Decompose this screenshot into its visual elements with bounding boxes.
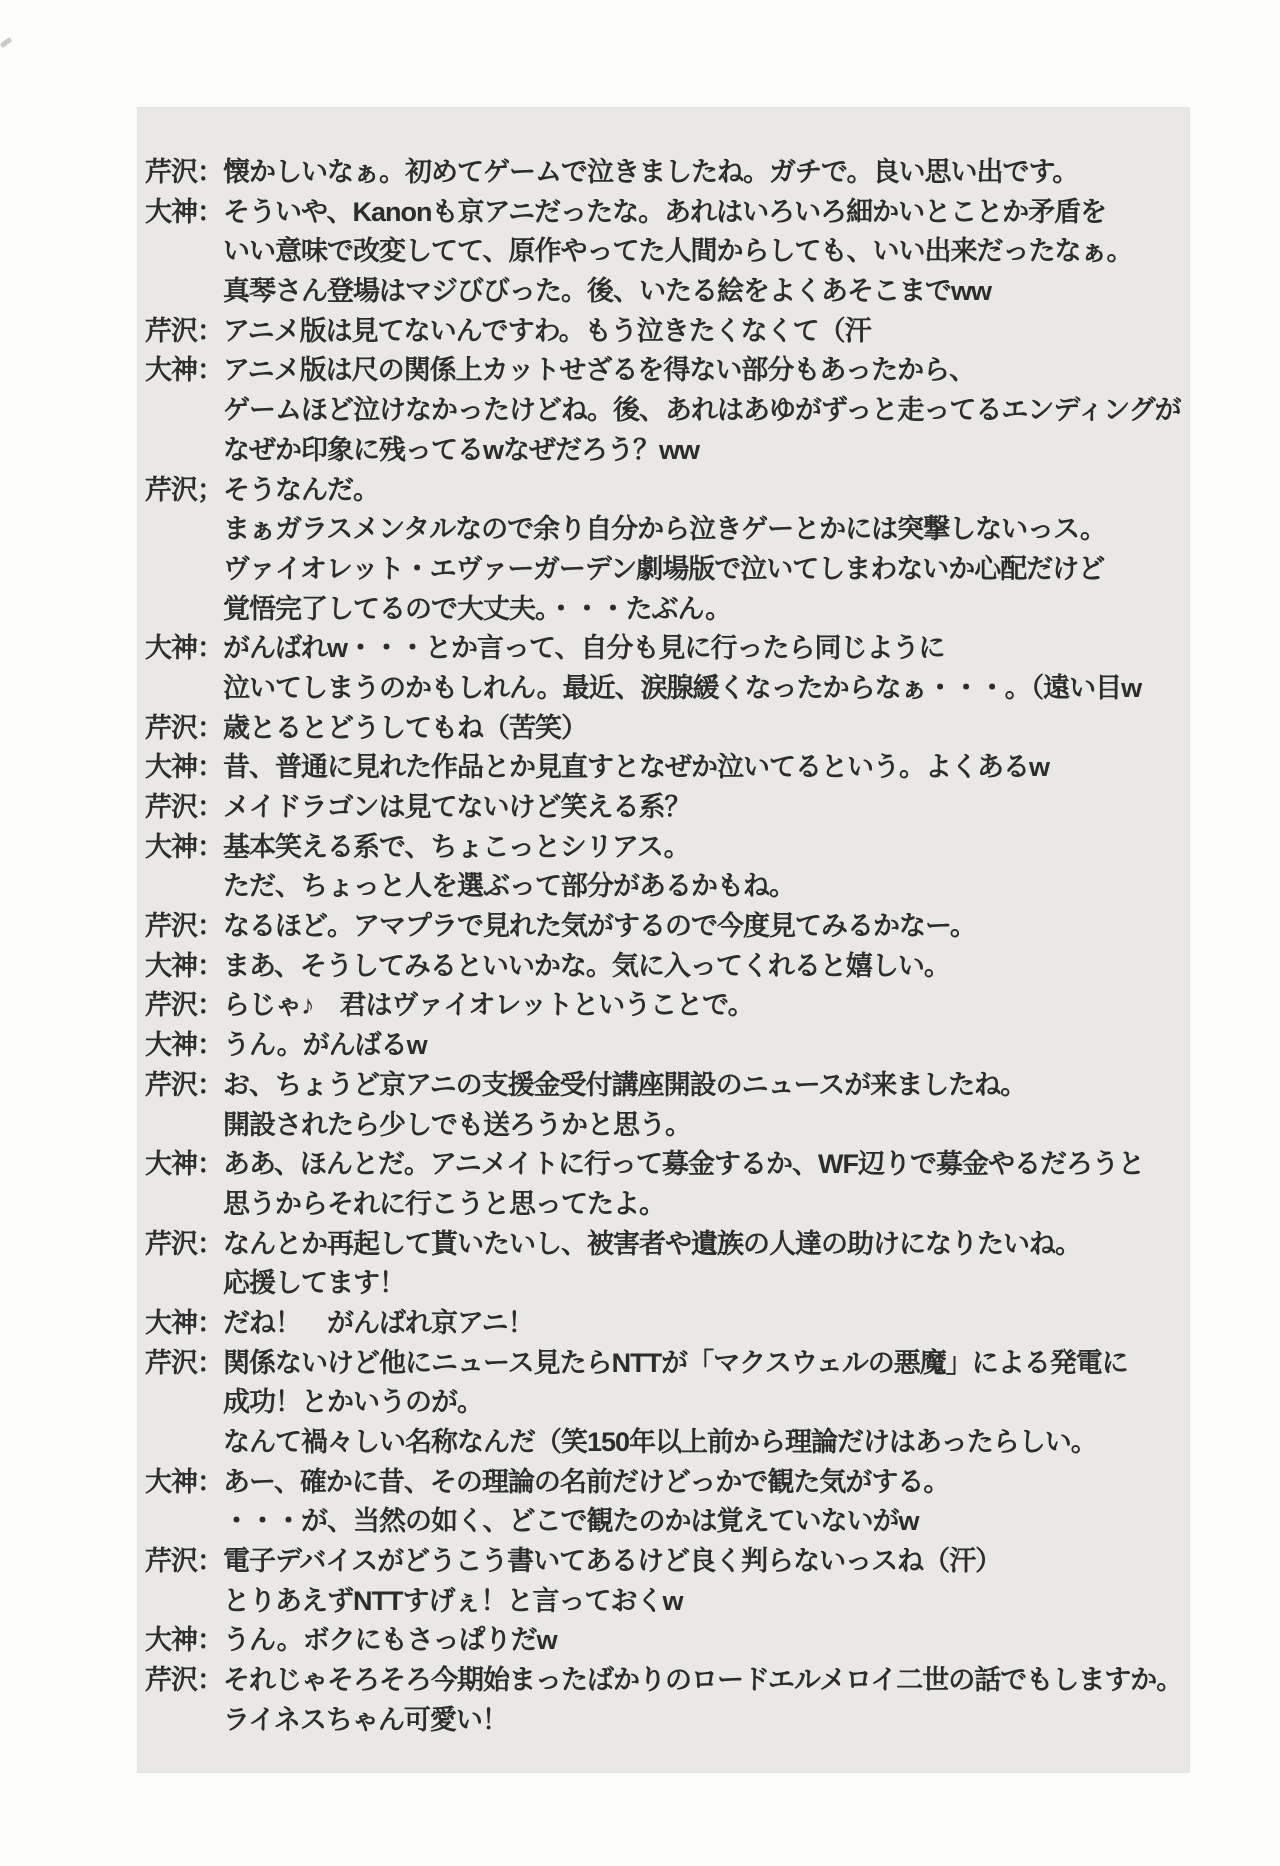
dialogue-line xyxy=(145,1145,1190,1185)
dialogue-text: がんばれw・・・とか言って、自分も見に行ったら同じように xyxy=(223,633,945,664)
dialogue-text: 歳とるとどうしてもね（苦笑） xyxy=(223,712,587,743)
dialogue-line xyxy=(145,907,1190,947)
dialogue-line xyxy=(145,1582,1190,1622)
dialogue-line xyxy=(145,947,1190,987)
speaker-label: 芹沢： xyxy=(145,315,223,346)
dialogue-text: なぜか印象に残ってるwなぜだろう？ww xyxy=(223,434,700,465)
dialogue-line xyxy=(145,1463,1190,1503)
dialogue-line xyxy=(145,669,1190,709)
dialogue-line xyxy=(145,351,1190,391)
dialogue-line xyxy=(145,1621,1190,1661)
dialogue-text: アニメ版は見てないんですわ。もう泣きたくなくて（汗 xyxy=(223,315,871,346)
dialogue-text: まぁガラスメンタルなので余り自分から泣きゲーとかには突撃しないっス。 xyxy=(223,514,1106,545)
speaker-label: 芹沢： xyxy=(145,157,223,187)
speaker-label: 芹沢： xyxy=(145,712,223,743)
dialogue-text: なんとか再起して貰いたいし、被害者や遺族の人達の助けになりたいね。 xyxy=(223,1228,1081,1259)
dialogue-line xyxy=(145,629,1190,669)
dialogue-text: それじゃそろそろ今期始まったばかりのロードエルメロイ二世の話でもしますか。 xyxy=(223,1665,1183,1696)
speaker-label: 大神： xyxy=(145,355,223,386)
dialogue-text: そうなんだ。 xyxy=(223,474,379,505)
speaker-label: 芹沢： xyxy=(145,1347,223,1378)
speaker-label: 芹沢： xyxy=(145,911,223,942)
dialogue-text: ただ、ちょっと人を選ぶって部分があるかもね。 xyxy=(223,871,795,902)
speaker-label: 芹沢： xyxy=(145,1665,223,1696)
dialogue-text: まあ、そうしてみるといいかな。気に入ってくれると嬉しい。 xyxy=(223,950,950,981)
dialogue-text: うん。ボクにもさっぱりだw xyxy=(223,1625,557,1656)
dialogue-line xyxy=(145,1066,1190,1106)
dialogue-line xyxy=(145,1542,1190,1582)
dialogue-text: 基本笑える系で、ちょこっとシリアス。 xyxy=(223,831,690,862)
dialogue-line xyxy=(145,391,1190,431)
dialogue-text: ライネスちゃん可愛い！ xyxy=(223,1704,508,1735)
dialogue-line xyxy=(145,1264,1190,1304)
dialogue-line xyxy=(145,1185,1190,1225)
dialogue-line xyxy=(145,550,1190,590)
dialogue-text: なるほど。アマプラで見れた気がするので今度見てみるかなー。 xyxy=(223,911,976,942)
dialogue-text: だね！ がんばれ京アニ！ xyxy=(223,1307,534,1338)
dialogue-line xyxy=(145,153,1190,193)
speaker-label: 大神： xyxy=(145,1149,223,1180)
dialogue-line xyxy=(145,867,1190,907)
dialogue-text: 懐かしいなぁ。初めてゲームで泣きましたね。ガチで。良い思い出です。 xyxy=(223,157,1079,187)
speaker-label: 芹沢： xyxy=(145,1546,223,1577)
speaker-label: 芹沢； xyxy=(145,474,223,505)
dialogue-text: いい意味で改変してて、原作やってた人間からしても、いい出来だったなぁ。 xyxy=(223,236,1133,267)
dialogue-text: 開設されたら少しでも送ろうかと思う。 xyxy=(223,1109,691,1140)
dialogue-text: 真琴さん登場はマジびびった。後、いたる絵をよくあそこまでww xyxy=(223,276,992,307)
dialogue-text: うん。がんばるw xyxy=(223,1030,427,1061)
dialogue-line xyxy=(145,1423,1190,1463)
speaker-label: 大神： xyxy=(145,633,223,664)
dialogue-line xyxy=(145,272,1190,312)
dialogue-text: 電子デバイスがどうこう書いてあるけど良く判らないっスね（汗） xyxy=(223,1546,1002,1577)
dialogue-line xyxy=(145,1661,1190,1701)
dialogue-text: 応援してます！ xyxy=(223,1268,405,1299)
dialogue-line xyxy=(145,1304,1190,1344)
dialogue-line xyxy=(145,1225,1190,1265)
dialogue-text: 泣いてしまうのかもしれん。最近、涙腺緩くなったからなぁ・・・。（遠い目w xyxy=(223,672,1142,703)
dialogue-text: とりあえずNTTすげぇ！と言っておくw xyxy=(223,1585,683,1616)
speaker-label: 大神： xyxy=(145,752,223,783)
dialogue-line xyxy=(145,1383,1190,1423)
dialogue-text: お、ちょうど京アニの支援金受付講座開設のニュースが来ましたね。 xyxy=(223,1069,1027,1100)
dialogue-line xyxy=(145,1701,1190,1741)
dialogue-text: らじゃ♪ 君はヴァイオレットということで。 xyxy=(223,990,754,1021)
dialogue-text: あー、確かに昔、その理論の名前だけどっかで観た気がする。 xyxy=(223,1466,950,1497)
dialogue-line xyxy=(145,1106,1190,1146)
dialogue-line xyxy=(145,312,1190,352)
dialogue-text: 昔、普通に見れた作品とか見直すとなぜか泣いてるという。よくあるw xyxy=(223,752,1050,783)
speaker-label: 大神： xyxy=(145,196,223,227)
dialogue-line xyxy=(145,510,1190,550)
dialogue-text: ゲームほど泣けなかったけどね。後、あれはあゆがずっと走ってるエンディングが xyxy=(223,395,1181,426)
speaker-label: 大神： xyxy=(145,950,223,981)
speaker-label: 大神： xyxy=(145,1030,223,1061)
speaker-label: 大神： xyxy=(145,831,223,862)
dialogue-line xyxy=(145,709,1190,749)
speaker-label: 芹沢： xyxy=(145,990,223,1021)
dialogue-line xyxy=(145,193,1190,233)
dialogue-line xyxy=(145,748,1190,788)
dialogue-line xyxy=(145,1502,1190,1542)
speaker-label: 大神： xyxy=(145,1307,223,1338)
dialogue-text: そういや、Kanonも京アニだったな。あれはいろいろ細かいとことか矛盾を xyxy=(223,196,1107,227)
dialogue-text: なんて禍々しい名称なんだ（笑150年以上前から理論だけはあったらしい。 xyxy=(223,1427,1097,1457)
dialogue-line xyxy=(145,1026,1190,1066)
dialogue-text: 覚悟完了してるので大丈夫。・・・たぶん。 xyxy=(223,593,732,624)
dialogue-line xyxy=(145,986,1190,1026)
dialogue-text: 思うからそれに行こうと思ってたよ。 xyxy=(223,1188,665,1219)
dialogue-line xyxy=(145,471,1190,511)
dialogue-line xyxy=(145,590,1190,630)
speaker-label: 大神： xyxy=(145,1466,223,1497)
dialogue-line xyxy=(145,788,1190,828)
dialogue-text: ・・・が、当然の如く、どこで観たのかは覚えていないがw xyxy=(223,1506,919,1537)
speaker-label: 芹沢： xyxy=(145,1228,223,1259)
dialogue-line xyxy=(145,431,1190,471)
dialogue-text: ああ、ほんとだ。アニメイトに行って募金するか、WF辺りで募金やるだろうと xyxy=(223,1149,1145,1180)
dialogue-text: 成功！とかいうのが。 xyxy=(223,1387,483,1418)
dialogue-transcript xyxy=(145,153,1190,1741)
dialogue-line xyxy=(145,1344,1190,1384)
dialogue-line xyxy=(145,232,1190,272)
dialogue-text: メイドラゴンは見てないけど笑える系？ xyxy=(223,792,691,822)
paper-region xyxy=(137,107,1190,1773)
dialogue-text: ヴァイオレット・エヴァーガーデン劇場版で泣いてしまわないか心配だけど xyxy=(223,553,1105,584)
speaker-label: 芹沢： xyxy=(145,1069,223,1100)
speaker-label: 大神： xyxy=(145,1625,223,1656)
scan-artifact xyxy=(0,37,12,48)
dialogue-text: アニメ版は尺の関係上カットせざるを得ない部分もあったから、 xyxy=(223,355,976,386)
speaker-label: 芹沢： xyxy=(145,792,223,822)
dialogue-text: 関係ないけど他にニュース見たらNTTが「マクスウェルの悪魔」による発電に xyxy=(223,1347,1128,1378)
dialogue-line xyxy=(145,828,1190,868)
